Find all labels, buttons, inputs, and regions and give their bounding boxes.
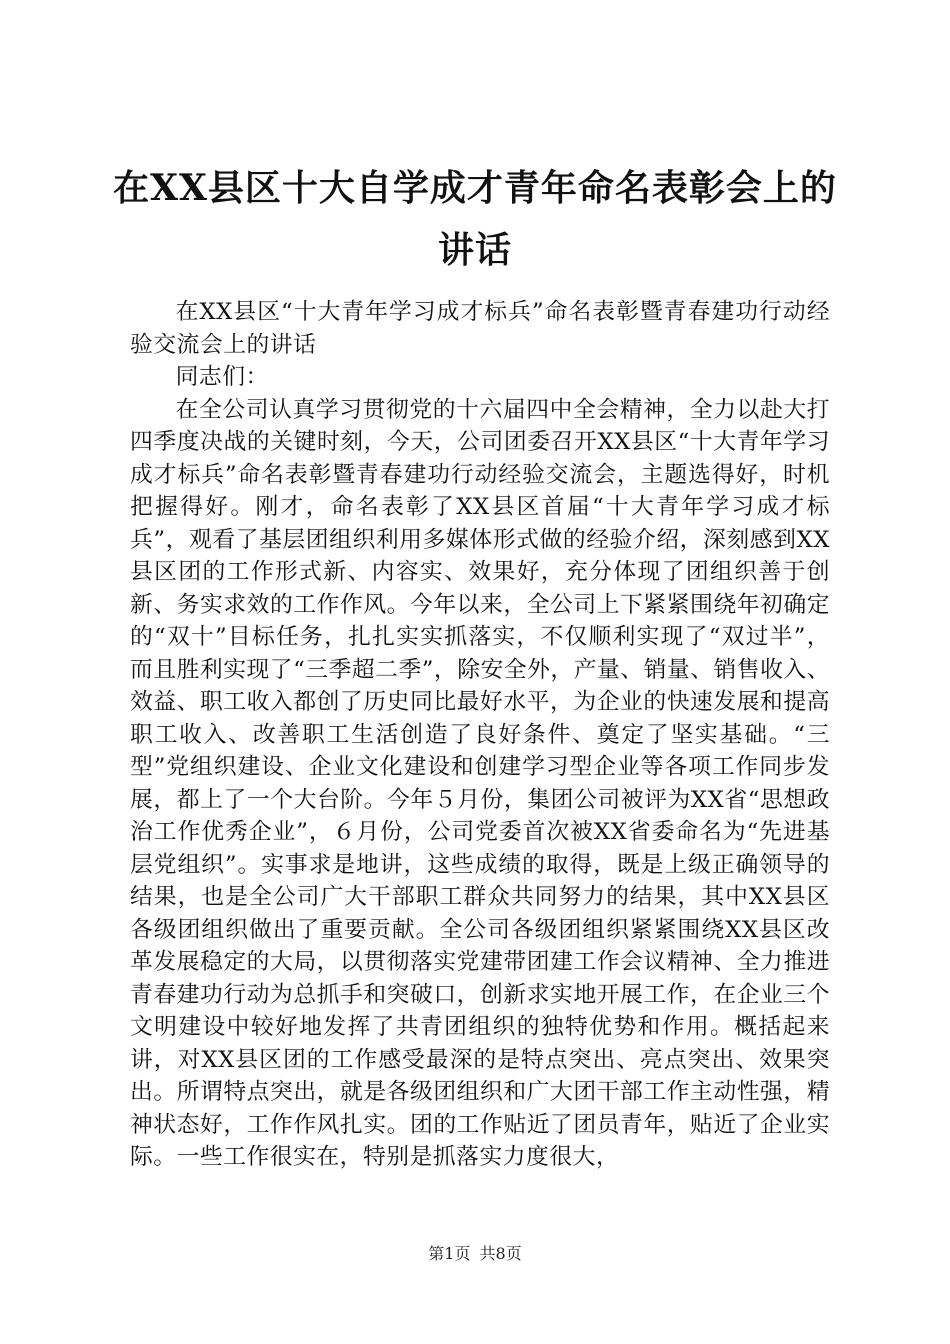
salutation-paragraph: 同志们： [175, 364, 269, 390]
document-title-line-1: 在XX县区十大自学成才青年命名表彰会上的 [113, 167, 837, 209]
subtitle-paragraph: 在XX县区“十大青年学习成才标兵”命名表彰暨青春建功行动经验交流会上的讲话 [130, 299, 830, 358]
document-title-line-2: 讲话 [437, 229, 512, 271]
page-number: 第1页 [428, 1244, 471, 1263]
page-total: 共8页 [479, 1244, 522, 1263]
main-paragraph: 在全公司认真学习贯彻党的十六届四中全会精神，全力以赴大打四季度决战的关键时刻，今天，公司团委召开XX县区“十大青年学习成才标兵”命名表彰暨青春建功行动经验交流会，主题选得好，时机把握得好。刚才，命名表彰了XX县区首届“十大青年学习成才标兵”，观看了基层团组织利用多媒体形式做的经验介绍，深刻感到XX县区团的工作形式新、内容实、效果好，充分体现了团组织善于创新、务实求效的工作作风。今年以来，全公司上下紧紧围绕年初确定的“双十”目标任务，扎扎实实抓落实，不仅顺利实现了“双过半”，而且胜利实现了“三季超二季”，除安全外，产量、销量、销售收入、效益、职工收入都创了历史同比最好水平，为企业的快速发展和提高职工收入、改善职工生活创造了良好条件、奠定了坚实基础。“三型”党组织建设、企业文化建设和创建学习型企业等各项工作同步发展，都上了一个大台阶。今年５月份，集团公司被评为XX省“思想政治工作优秀企业”，６月份，公司党委首次被XX省委命名为“先进基层党组织”。实事求是地讲，这些成绩的取得，既是上级正确领导的结果，也是全公司广大干部职工群众共同努力的结果，其中XX县区各级团组织做出了重要贡献。全公司各级团组织紧紧围绕XX县区改革发展稳定的大局，以贯彻落实党建带团建工作会议精神、全力推进青春建功行动为总抓手和突破口，创新求实地开展工作，在企业三个文明建设中较好地发挥了共青团组织的独特优势和作用。概括起来讲，对XX县区团的工作感受最深的是特点突出、亮点突出、效果突出。所谓特点突出，就是各级团组织和广大团干部工作主动性强，精神状态好，工作作风扎实。团的工作贴近了团员青年，贴近了企业实际。一些工作很实在，特别是抓落实力度很大， [130, 396, 830, 1170]
page-footer [0, 1241, 950, 1264]
document-body [130, 296, 830, 1174]
